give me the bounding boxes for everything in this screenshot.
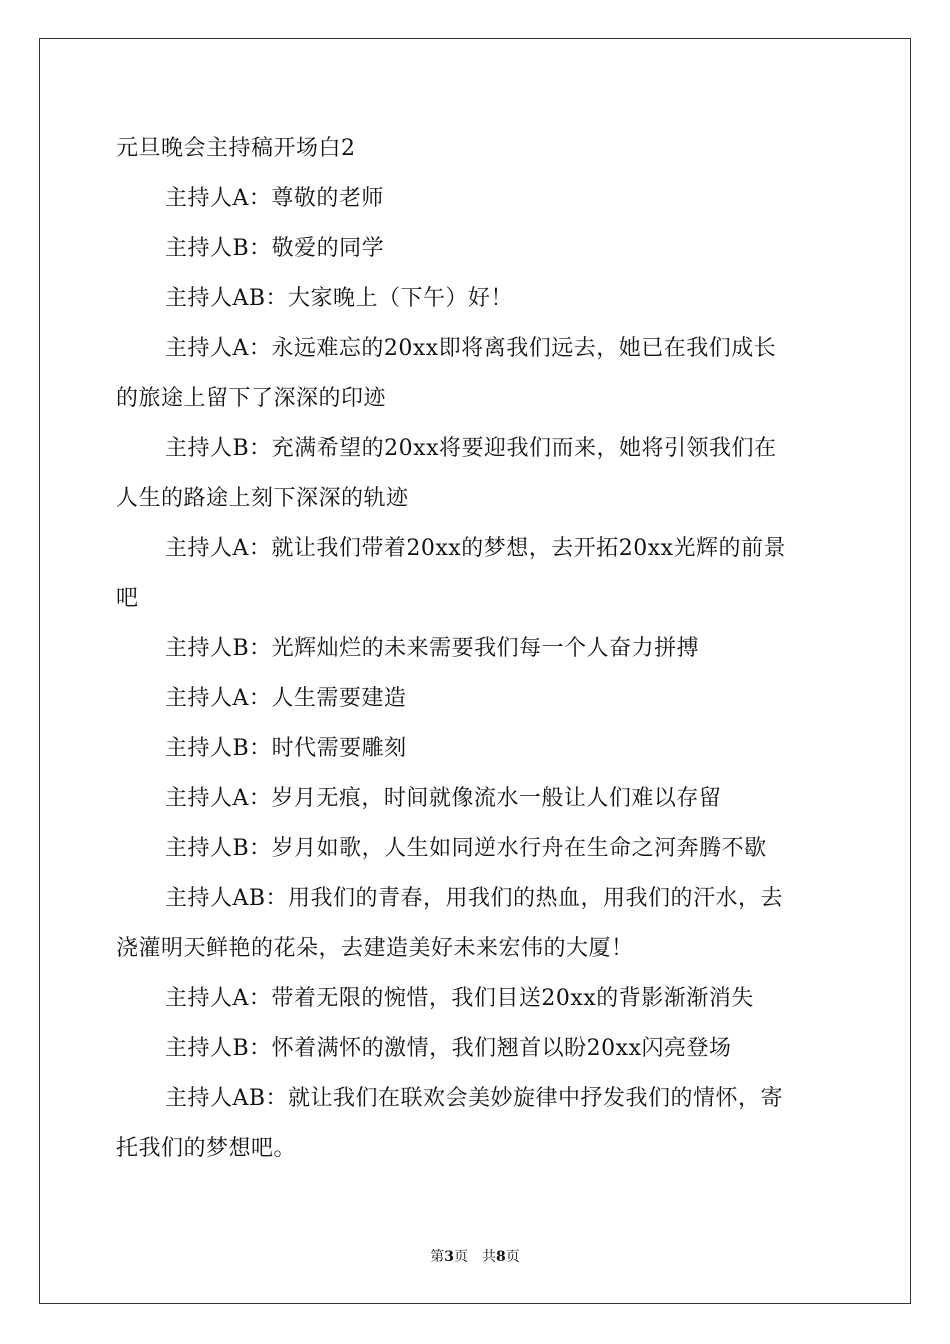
document-body: [116, 124, 836, 1174]
text-line: 主持人B：怀着满怀的激情，我们翘首以盼20xx闪亮登场: [165, 1036, 732, 1061]
page-suffix: 页: [454, 1249, 468, 1265]
total-suffix: 页: [505, 1249, 520, 1265]
total-page-number: 8: [496, 1249, 506, 1265]
text-line: 主持人A：岁月无痕，时间就像流水一般让人们难以存留: [165, 786, 722, 811]
text-line: 主持人B：充满希望的20xx将要迎我们而来，她将引领我们在: [165, 436, 777, 461]
text-line: 主持人AB：用我们的青春，用我们的热血，用我们的汗水，去: [165, 886, 784, 911]
text-line: 主持人A：带着无限的惋惜，我们目送20xx的背影渐渐消失: [165, 986, 754, 1011]
text-line: 主持人A：人生需要建造: [165, 686, 407, 711]
text-line: 主持人AB：就让我们在联欢会美妙旋律中抒发我们的情怀，寄: [165, 1086, 784, 1111]
text-line: 主持人B：时代需要雕刻: [165, 736, 407, 761]
page-prefix: 第: [430, 1249, 445, 1265]
text-line: 主持人A：永远难忘的20xx即将离我们远去，她已在我们成长: [165, 336, 777, 361]
document-title: 元旦晚会主持稿开场白2: [116, 136, 356, 161]
text-line: 主持人B：岁月如歌，人生如同逆水行舟在生命之河奔腾不歇: [165, 836, 767, 861]
text-line: 人生的路途上刻下深深的轨迹: [116, 486, 409, 511]
total-prefix: 共: [482, 1249, 496, 1265]
text-line: 主持人A：尊敬的老师: [165, 186, 384, 211]
text-line: 的旅途上留下了深深的印迹: [116, 386, 387, 411]
text-line: 主持人A：就让我们带着20xx的梦想，去开拓20xx光辉的前景: [165, 536, 787, 561]
text-line: 主持人B：光辉灿烂的未来需要我们每一个人奋力拼搏: [165, 636, 700, 661]
text-line: 吧: [116, 586, 139, 611]
paragraph-list: [116, 174, 836, 1174]
current-page-number: 3: [444, 1249, 454, 1265]
text-line: 主持人AB：大家晚上（下午）好！: [165, 286, 514, 311]
text-line: 主持人B：敬爱的同学: [165, 236, 385, 261]
text-line: 浇灌明天鲜艳的花朵，去建造美好未来宏伟的大厦！: [116, 936, 634, 961]
text-line: 托我们的梦想吧。: [116, 1136, 297, 1161]
page-footer: [0, 1246, 950, 1266]
